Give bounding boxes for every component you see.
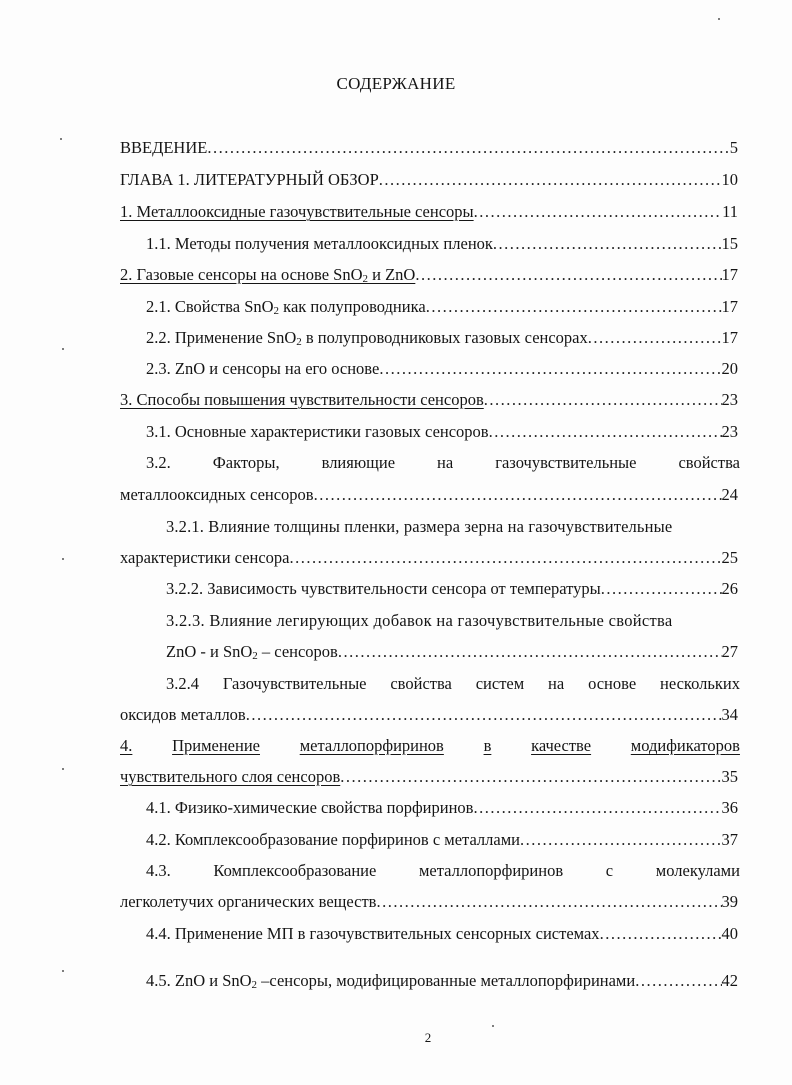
toc-entry-section-3-2-3-line2[interactable] (166, 641, 738, 663)
toc-entry-label: 4.1. Физико-химические свойства порфиринов (146, 798, 474, 817)
toc-entry-section-3-2-2[interactable] (166, 578, 738, 600)
toc-entry-label: 3.1. Основные характеристики газовых сенсоров (146, 422, 489, 441)
toc-entry-section-2-2[interactable] (146, 327, 738, 349)
toc-entry-section-3-2-3-line1[interactable] (166, 610, 740, 632)
word: 4. (120, 736, 133, 755)
toc-entry-page: 11 (722, 202, 738, 221)
dot-leader (207, 137, 729, 159)
word: металлопорфиринов (418, 861, 564, 880)
toc-entry-page: 40 (721, 924, 738, 943)
toc-entry-section-4-2[interactable] (146, 829, 738, 851)
toc-entry-label: оксидов металлов (120, 705, 246, 724)
toc-entry-page: 36 (721, 798, 738, 817)
word: металлопорфиринов (299, 736, 444, 755)
toc-entry-chapter-1[interactable] (120, 169, 738, 191)
toc-entry-page: 5 (729, 138, 738, 157)
word: свойства (390, 674, 452, 693)
toc-entry-page: 39 (721, 892, 738, 911)
toc-entry-page: 42 (721, 971, 738, 990)
dot-leader (600, 923, 722, 945)
toc-entry-label: 2. Газовые сенсоры на основе SnO$_2$ и ZnO (120, 265, 416, 285)
word: 3.2.4 (166, 674, 199, 693)
toc-entry-section-3-2-line2[interactable] (120, 484, 738, 506)
word: 3.2. (146, 453, 171, 472)
toc-entry-section-4-5[interactable] (146, 970, 738, 992)
toc-entry-section-2-1[interactable] (146, 296, 738, 318)
toc-entry-label: 3. Способы повышения чувствительности сенсоров (120, 390, 484, 409)
toc-entry-label: 4.4. Применение МП в газочувствительных сенсорных системах (146, 924, 600, 943)
toc-entry-label: характеристики сенсора (120, 548, 290, 567)
toc-entry-label: ГЛАВА 1. ЛИТЕРАТУРНЫЙ ОБЗОР (120, 170, 379, 189)
dot-leader (376, 891, 721, 913)
toc-entry-label: 2.2. Применение SnO$_2$ в полупроводниковых газовых сенсорах (146, 328, 588, 348)
toc-entry-page: 24 (721, 485, 738, 504)
toc-entry-section-3-2-4-line1[interactable] (166, 673, 740, 695)
toc-entry-page: 23 (721, 390, 738, 409)
dot-leader (379, 169, 722, 191)
word: на (548, 674, 565, 693)
toc-entry-section-4-1[interactable] (146, 797, 738, 819)
toc-entry-label: металлооксидных сенсоров (120, 485, 314, 504)
toc-entry-label: чувствительного слоя сенсоров (120, 767, 341, 786)
dot-leader (489, 421, 722, 443)
page-number: 2 (424, 1030, 432, 1045)
toc-entry-label: 1.1. Методы получения металлооксидных пленок (146, 234, 493, 253)
word: систем (475, 674, 525, 693)
scan-speck (62, 348, 64, 350)
toc-entry-page: 17 (721, 265, 738, 284)
scan-speck (62, 768, 64, 770)
toc-entry-section-3[interactable] (120, 389, 738, 411)
toc-entry-intro[interactable] (120, 137, 738, 159)
toc-entry-label: ZnO - и SnO$_2$ – сенсоров (166, 642, 338, 662)
toc-entry-section-4-3-line2[interactable] (120, 891, 738, 913)
dot-leader (415, 264, 721, 286)
word: на (437, 453, 454, 472)
dot-leader (635, 970, 721, 992)
toc-entry-page: 27 (721, 642, 738, 661)
dot-leader (474, 201, 722, 223)
word: модификаторов (630, 736, 740, 755)
dot-leader (601, 578, 722, 600)
word: влияющие (321, 453, 396, 472)
toc-entry-section-4-4[interactable] (146, 923, 738, 945)
dot-leader (340, 766, 721, 788)
toc-entry-section-2-3[interactable] (146, 358, 738, 380)
word: молекулами (655, 861, 740, 880)
word: свойства (678, 453, 740, 472)
toc-entry-page: 25 (721, 548, 738, 567)
dot-leader (426, 296, 722, 318)
scan-speck (62, 558, 64, 560)
toc-entry-section-3-1[interactable] (146, 421, 738, 443)
word: Комплексообразование (213, 861, 377, 880)
toc-entry-page: 23 (721, 422, 738, 441)
toc-entry-page: 15 (721, 234, 738, 253)
scan-speck (492, 1025, 494, 1027)
dot-leader (379, 358, 721, 380)
toc-entry-section-1-1[interactable] (146, 233, 738, 255)
dot-leader (473, 797, 721, 819)
toc-entry-page: 20 (721, 359, 738, 378)
dot-leader (484, 389, 722, 411)
toc-entry-section-3-2-4-line2[interactable] (120, 704, 738, 726)
toc-entry-page: 17 (721, 328, 738, 347)
word: нескольких (660, 674, 740, 693)
toc-entry-section-4-line1[interactable] (120, 735, 740, 757)
toc-entry-page: 10 (721, 170, 738, 189)
toc-entry-label: 2.1. Свойства SnO$_2$ как полупроводника (146, 297, 426, 317)
dot-leader (493, 233, 722, 255)
toc-entry-section-4-line2[interactable] (120, 766, 738, 788)
toc-entry-section-3-2-1-line1[interactable] (166, 516, 740, 538)
toc-entry-page: 26 (721, 579, 738, 598)
toc-entry-label: 1. Металлооксидные газочувствительные сенсоры (120, 202, 474, 221)
toc-entry-label: 3.2.1. Влияние толщины пленки, размера зерна на газочувствительные (166, 517, 673, 536)
toc-entry-label: 3.2.2. Зависимость чувствительности сенсора от температуры (166, 579, 601, 598)
toc-entry-label: 2.3. ZnO и сенсоры на его основе (146, 359, 380, 378)
word: 4.3. (146, 861, 171, 880)
toc-entry-page: 34 (721, 705, 738, 724)
word: качестве (531, 736, 592, 755)
toc-entry-label: 3.2.3. Влияние легирующих добавок на газочувствительные свойства (166, 611, 673, 630)
toc-entry-label: ВВЕДЕНИЕ (120, 138, 208, 157)
toc-entry-section-3-2-line1[interactable] (146, 452, 740, 474)
word: Газочувствительные (222, 674, 367, 693)
toc-entry-page: 35 (721, 767, 738, 786)
dot-leader (290, 547, 722, 569)
dot-leader (588, 327, 722, 349)
toc-entry-section-2[interactable] (120, 264, 738, 286)
toc-entry-page: 17 (721, 297, 738, 316)
dot-leader (246, 704, 722, 726)
word: в (483, 736, 492, 755)
word: с (605, 861, 614, 880)
scan-speck (60, 138, 62, 140)
word: Применение (172, 736, 260, 755)
word: газочувствительные (495, 453, 637, 472)
toc-entry-label: 4.5. ZnO и SnO$_2$ –сенсоры, модифицированные металлопорфиринами (146, 971, 636, 991)
dot-leader (338, 641, 722, 663)
toc-entry-section-1[interactable] (120, 201, 738, 223)
word: основе (588, 674, 637, 693)
toc-entry-section-4-3-line1[interactable] (146, 860, 740, 882)
toc-entry-section-3-2-1-line2[interactable] (120, 547, 738, 569)
page-title: СОДЕРЖАНИЕ (336, 74, 456, 93)
toc-entry-label: 4.2. Комплексообразование порфиринов с металлами (146, 830, 520, 849)
dot-leader (520, 829, 722, 851)
dot-leader (314, 484, 722, 506)
scan-speck (718, 18, 720, 20)
word: Факторы, (212, 453, 280, 472)
scan-speck (62, 970, 64, 972)
toc-entry-page: 37 (721, 830, 738, 849)
toc-entry-label: легколетучих органических веществ (120, 892, 377, 911)
